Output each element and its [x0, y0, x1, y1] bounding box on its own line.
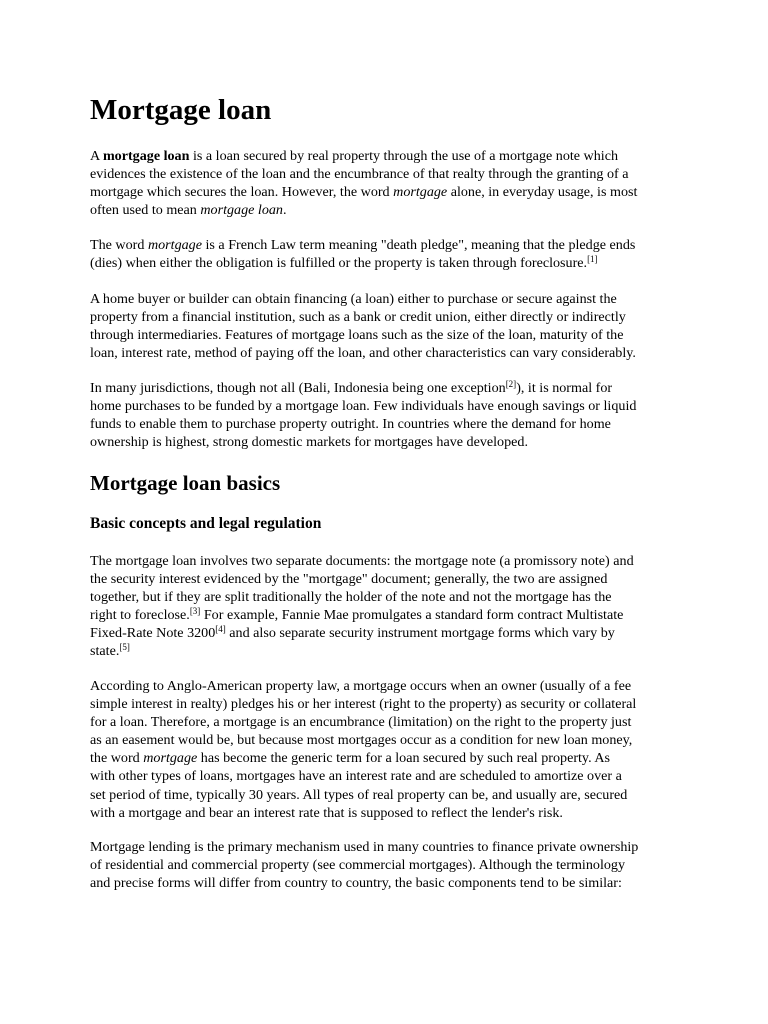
documents-line-4: right to foreclose.[3] For example, Fannie Mae promulgates a standard form contract Multistate: [90, 606, 624, 624]
jurisdictions-line-4: ownership is highest, strong domestic markets for mortgages have developed.: [90, 434, 528, 451]
anglo-line-7: set period of time, typically 30 years. All types of real property can be, and usually are, secured: [90, 786, 628, 803]
citation-ref-4[interactable]: [4]: [215, 624, 226, 635]
jurisdictions-line-2: home purchases to be funded by a mortgage loan. Few individuals have enough savings or liquid: [90, 398, 637, 415]
jurisdictions-paragraph: [90, 379, 680, 451]
documents-line-3: together, but if they are split traditionally the holder of the note and not the mortgage has the: [90, 589, 612, 606]
subsection-heading-concepts: Basic concepts and legal regulation: [90, 515, 322, 532]
jurisdictions-line-3: funds to enable them to purchase property outright. In countries where the demand for home: [90, 416, 611, 433]
anglo-line-8: with a mortgage and bear an interest rate that is supposed to reflect the lender's risk.: [90, 804, 563, 821]
documents-line-1: The mortgage loan involves two separate documents: the mortgage note (a promissory note) and: [90, 553, 634, 569]
documents-line-6: state.[5]: [90, 642, 130, 660]
anglo-line-2: simple interest in realty) pledges his or her interest (right to the property) as security or collateral: [90, 696, 637, 713]
anglo-line-6: with other types of loans, mortgages have an interest rate and are scheduled to amortize over a: [90, 768, 622, 785]
financing-line-1: A home buyer or builder can obtain financing (a loan) either to purchase or secure against the: [90, 291, 617, 307]
citation-ref-5[interactable]: [5]: [119, 642, 130, 653]
anglo-line-3: for a loan. Therefore, a mortgage is an encumbrance (limitation) on the right to the property just: [90, 714, 632, 731]
term-mortgage-loan: mortgage loan: [102, 148, 190, 164]
financing-paragraph: [90, 290, 680, 362]
lending-line-1: Mortgage lending is the primary mechanism used in many countries to finance private ownership: [90, 839, 639, 855]
jurisdictions-line-1: In many jurisdictions, though not all (Bali, Indonesia being one exception[2]), it is normal for: [90, 379, 613, 396]
documents-line-2: the security interest evidenced by the "mortgage" document; generally, the two are assigned: [90, 571, 608, 588]
intro-line-2: evidences the existence of the loan and the encumbrance of that realty through the granting of a: [90, 166, 629, 183]
intro-line-1: A mortgage loan is a loan secured by real property through the use of a mortgage note which: [90, 148, 618, 164]
etymology-paragraph: [90, 236, 680, 272]
citation-ref-1[interactable]: [1]: [587, 254, 598, 265]
anglo-line-4: as an easement would be, but because most mortgages occur as a condition for new loan money,: [90, 732, 633, 749]
citation-ref-3[interactable]: [3]: [189, 606, 201, 617]
section-heading-basics: Mortgage loan basics: [90, 471, 281, 495]
etymology-line-1: The word mortgage is a French Law term meaning "death pledge", meaning that the pledge ends: [90, 237, 636, 253]
documents-paragraph: [90, 552, 680, 661]
page-title: Mortgage loan: [90, 94, 272, 126]
anglo-line-1: According to Anglo-American property law, a mortgage occurs when an owner (usually of a fee: [90, 678, 632, 694]
lending-paragraph: [90, 838, 680, 892]
intro-line-4: often used to mean mortgage loan.: [90, 202, 287, 219]
citation-ref-2[interactable]: [2]: [505, 379, 517, 389]
financing-line-3: through intermediaries. Features of mortgage loans such as the size of the loan, maturity of the: [90, 327, 624, 344]
anglo-american-paragraph: [90, 677, 680, 822]
intro-paragraph: [90, 147, 680, 219]
intro-line-3: mortgage which secures the loan. However, the word mortgage alone, in everyday usage, is most: [90, 184, 638, 201]
lending-line-3: and precise forms will differ from country to country, the basic components tend to be similar:: [90, 875, 622, 892]
documents-line-5: Fixed-Rate Note 3200[4] and also separate security instrument mortgage forms which vary by: [90, 624, 615, 642]
financing-line-4: loan, interest rate, method of paying off the loan, and other characteristics can vary considerably.: [90, 345, 636, 362]
anglo-line-5: the word mortgage has become the generic term for a loan secured by such real property. As: [90, 750, 610, 767]
financing-line-2: property from a financial institution, such as a bank or credit union, either directly or indirectly: [90, 309, 626, 326]
lending-line-2: of residential and commercial property (see commercial mortgages). Although the terminology: [90, 857, 625, 874]
etymology-line-2: (dies) when either the obligation is fulfilled or the property is taken through foreclosure.[1]: [90, 254, 598, 272]
